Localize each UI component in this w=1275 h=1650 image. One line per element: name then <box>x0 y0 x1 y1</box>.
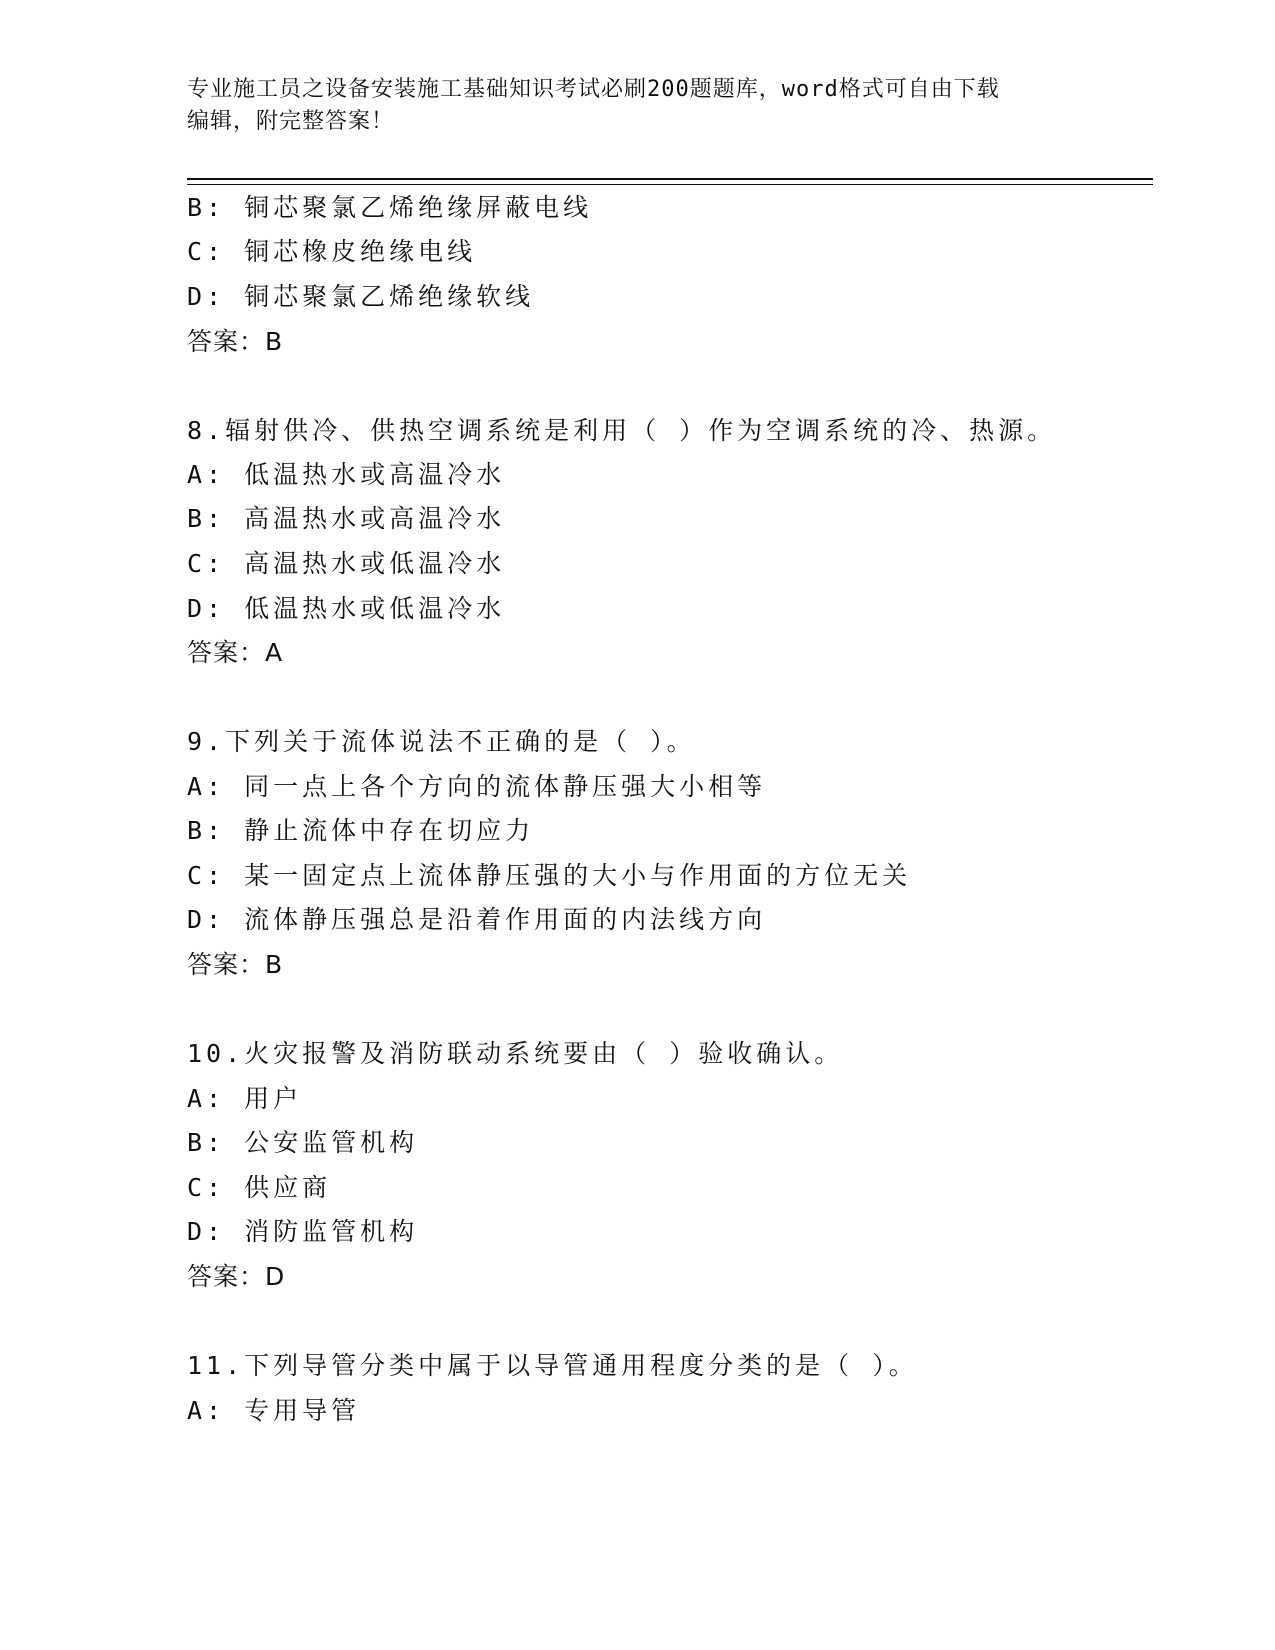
q10-option-c: C: 供应商 <box>187 1173 332 1202</box>
q10-option-a: A: 用户 <box>187 1084 303 1113</box>
q8-answer: 答案：A <box>187 638 284 667</box>
q9-answer: 答案：B <box>187 950 284 979</box>
q9-option-b: B: 静止流体中存在切应力 <box>187 816 535 845</box>
header-divider-thick <box>187 178 1153 180</box>
q11-question: 11.下列导管分类中属于以导管通用程度分类的是（ ）。 <box>187 1351 918 1380</box>
q8-question: 8.辐射供冷、供热空调系统是利用（ ）作为空调系统的冷、热源。 <box>187 416 1057 445</box>
document-header <box>187 74 1087 138</box>
q8-option-a: A: 低温热水或高温冷水 <box>187 460 506 489</box>
q8-option-d: D: 低温热水或低温冷水 <box>187 594 506 623</box>
q9-option-c: C: 某一固定点上流体静压强的大小与作用面的方位无关 <box>187 861 912 890</box>
q11-option-a: A: 专用导管 <box>187 1396 361 1425</box>
q10-option-b: B: 公安监管机构 <box>187 1128 419 1157</box>
header-line-1: 专业施工员之设备安装施工基础知识考试必刷200题题库，word格式可自由下载 <box>187 77 1000 102</box>
q9-option-d: D: 流体静压强总是沿着作用面的内法线方向 <box>187 905 767 934</box>
q7-option-d: D: 铜芯聚氯乙烯绝缘软线 <box>187 282 535 311</box>
q10-option-d: D: 消防监管机构 <box>187 1217 419 1246</box>
q7-answer: 答案：B <box>187 327 284 356</box>
q10-answer: 答案：D <box>187 1262 286 1291</box>
header-divider-thin <box>187 184 1153 185</box>
q10-question: 10.火灾报警及消防联动系统要由（ ）验收确认。 <box>187 1039 844 1068</box>
q8-option-b: B: 高温热水或高温冷水 <box>187 504 506 533</box>
q9-question: 9.下列关于流体说法不正确的是（ ）。 <box>187 727 696 756</box>
q7-option-b: B: 铜芯聚氯乙烯绝缘屏蔽电线 <box>187 193 593 222</box>
q8-option-c: C: 高温热水或低温冷水 <box>187 549 506 578</box>
q7-option-c: C: 铜芯橡皮绝缘电线 <box>187 237 477 266</box>
q9-option-a: A: 同一点上各个方向的流体静压强大小相等 <box>187 772 767 801</box>
header-line-2: 编辑，附完整答案！ <box>187 109 395 134</box>
